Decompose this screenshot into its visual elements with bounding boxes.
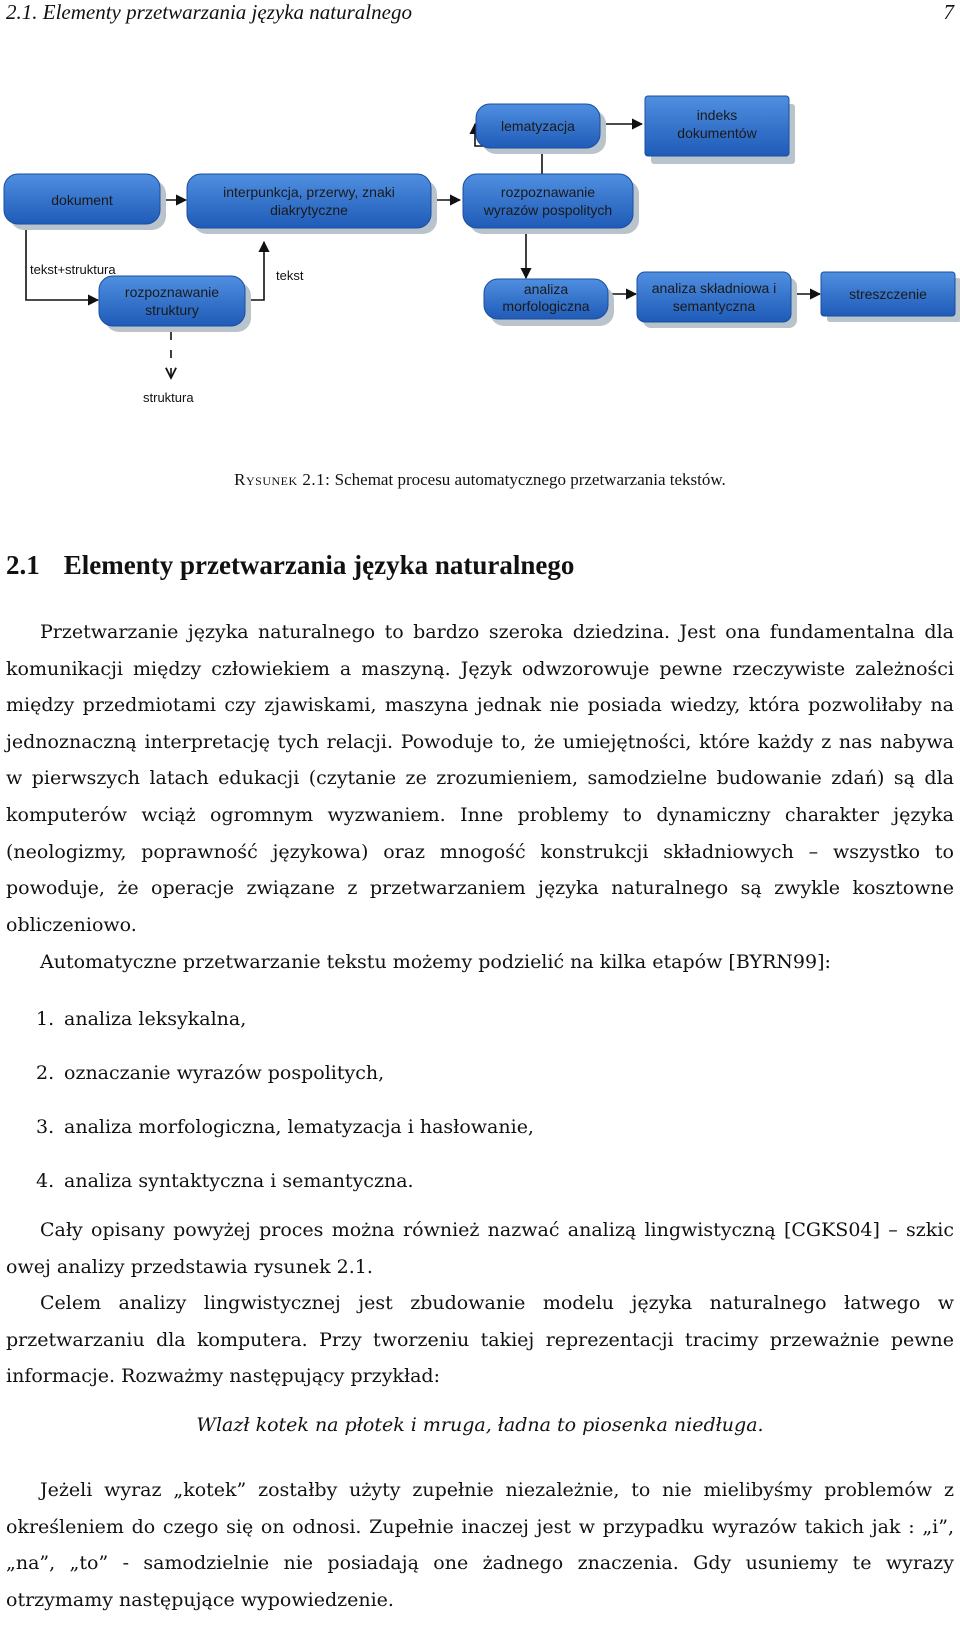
paragraph-4 (6, 1285, 954, 1395)
figure-caption (0, 470, 960, 490)
list-item-text: analiza leksykalna, (64, 1008, 247, 1030)
paragraph-1 (6, 614, 954, 943)
box-analiza-morfologiczna-label-2: morfologiczna (502, 298, 590, 314)
example-sentence: Wlazł kotek na płotek i mruga, ładna to piosenka niedługa. (196, 1414, 764, 1436)
figure-caption-label: Rysunek 2.1: (234, 470, 331, 489)
paragraph-5-text: Jeżeli wyraz „kotek” zostałby użyty zupełnie niezależnie, to nie mielibyśmy problemów z określeniem do czego się on odnosi. Zupełnie inaczej jest w przypadku wyrazów takich jak : „i”, „na”, „to” - samodzielnie nie posiadają one żadnego znaczenia. Gdy usuniemy te wyrazy otrzymamy następujące wypowiedzenie. (6, 1479, 954, 1611)
box-interpunkcja-body (187, 174, 431, 228)
box-analiza-skladniowa (637, 272, 797, 328)
box-analiza-morfologiczna (484, 279, 614, 326)
paragraph-5 (6, 1472, 954, 1618)
running-head (6, 0, 954, 26)
list-item (36, 1112, 534, 1166)
box-analiza-skladniowa-label-2: semantyczna (672, 298, 756, 314)
steps-list (36, 1004, 534, 1220)
paragraph-2-text: Automatyczne przetwarzanie tekstu możemy podzielić na kilka etapów [BYRN99]: (40, 951, 831, 973)
box-rozpoznawanie-struktury-label-1: rozpoznawanie (124, 284, 220, 300)
figure-caption-text: Schemat procesu automatycznego przetwarzania tekstów. (334, 470, 726, 489)
page-number: 7 (943, 0, 954, 24)
box-interpunkcja (187, 174, 437, 234)
box-indeks-label-1: indeks (696, 107, 738, 123)
edge-label-tekst: tekst (276, 268, 304, 283)
box-dokument-label: dokument (51, 192, 113, 208)
box-rozpoznawanie-struktury-label-2: struktury (145, 302, 199, 318)
box-indeks (645, 96, 795, 164)
list-item-text: analiza syntaktyczna i semantyczna. (64, 1170, 414, 1192)
box-indeks-label-2: dokumentów (677, 125, 757, 141)
box-streszczenie (821, 272, 960, 322)
box-rozpoznawanie-wyrazow (463, 174, 639, 234)
paragraph-4-text: Celem analizy lingwistycznej jest zbudowanie modelu języka naturalnego łatwego w przetwarzaniu dla komputera. Przy tworzeniu takiej reprezentacji tracimy przeważnie pewne informacje. Rozważmy następujący przykład: (6, 1292, 954, 1388)
box-rozpoznawanie-wyrazow-body (463, 174, 633, 228)
list-item-number: 3. (36, 1116, 55, 1138)
box-analiza-morfologiczna-label-1: analiza (523, 281, 569, 297)
box-rozpoznawanie-wyrazow-label-1: rozpoznawanie (500, 184, 596, 200)
process-diagram (0, 84, 960, 424)
section-heading (6, 550, 574, 581)
list-item-number: 1. (36, 1008, 55, 1030)
box-rozpoznawanie-struktury (99, 276, 251, 332)
paragraph-3 (6, 1212, 954, 1285)
list-item (36, 1058, 534, 1112)
box-streszczenie-label: streszczenie (849, 286, 927, 302)
paragraph-2 (6, 944, 954, 981)
paragraph-1-text: Przetwarzanie języka naturalnego to bardzo szeroka dziedzina. Jest ona fundamentalna dla komunikacji między człowiekiem a maszyną. Język odwzorowuje pewne rzeczywiste zależności między przedmiotami czy zjawiskami, maszyna jednak nie posiada wiedzy, która pozwoliłaby na jednoznaczną interpretację tych relacji. Powoduje to, że umiejętności, które każdy z nas nabywa w pierwszych latach edukacji (czytanie ze zrozumieniem, samodzielne budowanie zdań) są dla komputerów wciąż ogromnym wyzwaniem. Inne problemy to dynamiczny charakter języka (neologizmy, poprawność językowa) oraz mnogość konstrukcji składniowych – wszystko to powoduje, że operacje związane z przetwarzaniem języka naturalnego są zwykle kosztowne obliczeniowo. (6, 621, 954, 936)
edge-label-tekst-struktura: tekst+struktura (30, 262, 116, 277)
box-rozpoznawanie-wyrazow-label-2: wyrazów pospolitych (483, 202, 613, 218)
list-item-text: analiza morfologiczna, lematyzacja i hasłowanie, (64, 1116, 534, 1138)
list-item (36, 1004, 534, 1058)
list-item-number: 2. (36, 1062, 55, 1084)
box-lematyzacja-label: lematyzacja (501, 118, 575, 134)
section-title: Elementy przetwarzania języka naturalnego (63, 550, 575, 580)
list-item-number: 4. (36, 1170, 55, 1192)
box-interpunkcja-label-2: diakrytyczne (270, 202, 348, 218)
section-number: 2.1 (6, 550, 40, 580)
edge-label-struktura: struktura (143, 390, 194, 405)
running-head-title: 2.1. Elementy przetwarzania języka naturalnego (6, 0, 412, 24)
paragraph-3-text: Cały opisany powyżej proces można również nazwać analizą lingwistyczną [CGKS04] – szkic owej analizy przedstawia rysunek 2.1. (6, 1219, 954, 1278)
box-interpunkcja-label-1: interpunkcja, przerwy, znaki (223, 184, 395, 200)
box-dokument (4, 174, 166, 230)
box-analiza-skladniowa-label-1: analiza składniowa i (651, 280, 777, 296)
list-item-text: oznaczanie wyrazów pospolitych, (64, 1062, 385, 1084)
box-lematyzacja (476, 104, 606, 154)
